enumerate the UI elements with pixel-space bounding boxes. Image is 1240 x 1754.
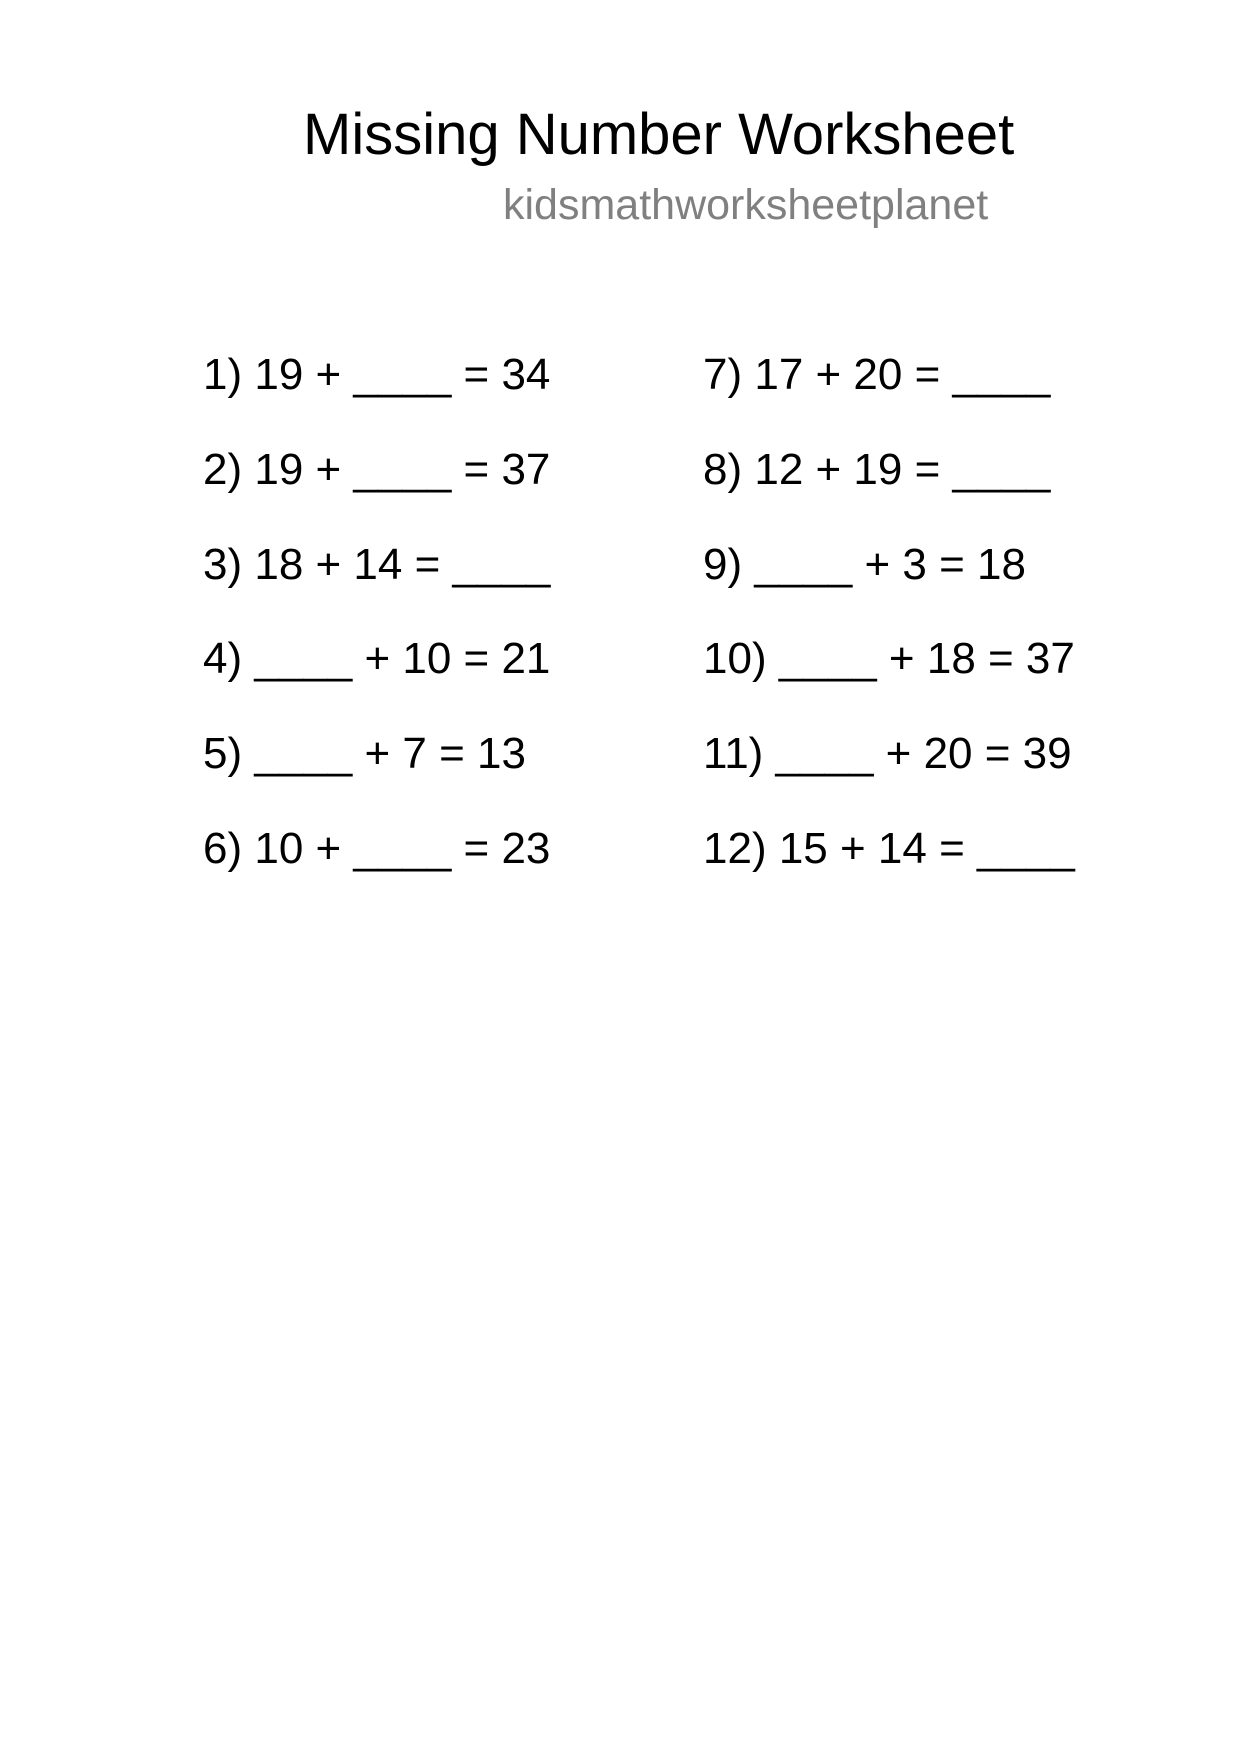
worksheet-source: kidsmathworksheetplanet — [503, 181, 989, 229]
problem-item: 11) ____ + 20 = 39 — [703, 729, 1072, 779]
problem-item: 12) 15 + 14 = ____ — [703, 823, 1075, 873]
problem-item: 9) ____ + 3 = 18 — [703, 539, 1026, 589]
problem-item: 5) ____ + 7 = 13 — [203, 729, 526, 779]
problem-list-left — [203, 328, 550, 897]
problem-item: 1) 19 + ____ = 34 — [203, 350, 551, 399]
problem-item: 8) 12 + 19 = ____ — [703, 444, 1051, 494]
problem-item: 10) ____ + 18 = 37 — [703, 634, 1075, 684]
problem-item: 2) 19 + ____ = 37 — [203, 444, 551, 494]
problem-item: 6) 10 + ____ = 23 — [203, 823, 551, 873]
problem-item: 7) 17 + 20 = ____ — [703, 350, 1051, 399]
problem-item: 4) ____ + 10 = 21 — [203, 634, 551, 684]
problem-item: 3) 18 + 14 = ____ — [203, 539, 551, 589]
worksheet-title: Missing Number Worksheet — [303, 102, 1015, 167]
problem-list-right — [703, 328, 1075, 897]
